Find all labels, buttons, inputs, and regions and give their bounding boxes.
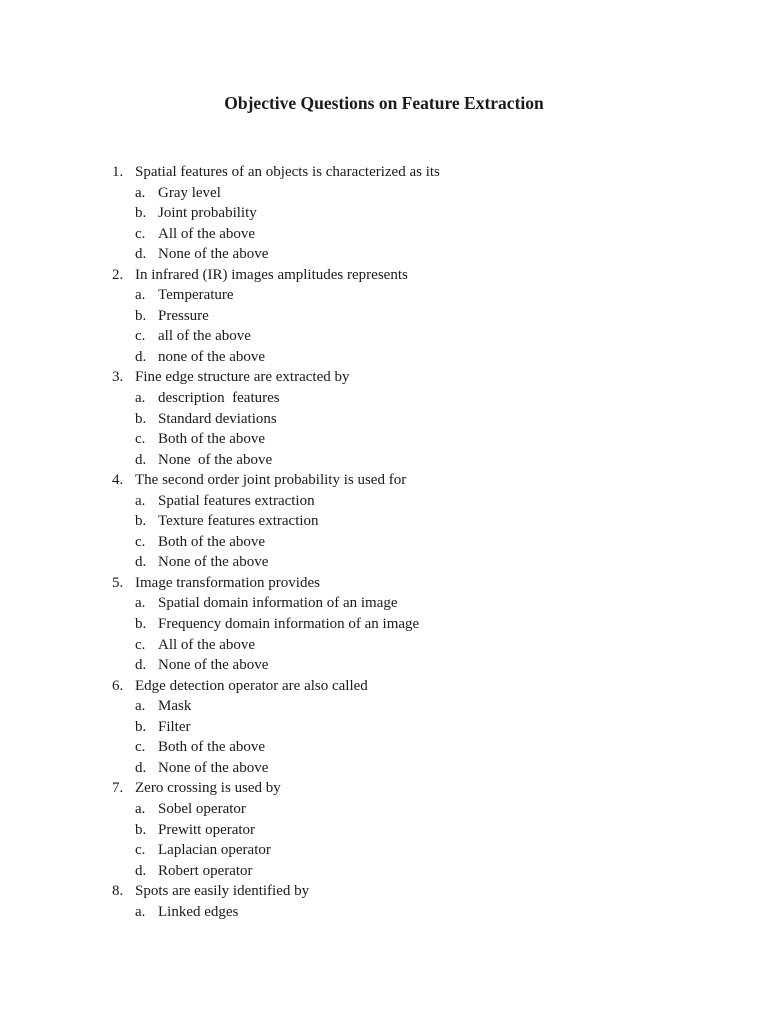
option-item [112,614,732,635]
option-letter: a. [135,492,146,509]
question-stem [112,573,732,594]
option-text: Robert operator [158,862,253,879]
option-item [112,758,732,779]
option-item [112,450,732,471]
option-letter: a. [135,390,146,407]
option-letter: b. [135,821,147,838]
option-item [112,593,732,614]
option-item [112,840,732,861]
option-item [112,183,732,204]
option-text: None of the above [158,451,273,468]
option-item [112,285,732,306]
option-item [112,696,732,717]
option-letter: d. [135,657,147,674]
question-number: 1. [112,164,124,180]
question-number: 3. [112,369,124,386]
option-letter: c. [135,842,146,859]
option-item [112,717,732,738]
option-text: Prewitt operator [158,821,256,838]
option-item [112,655,732,676]
option-letter: c. [135,431,146,448]
option-text: All of the above [158,636,256,653]
option-item [112,737,732,758]
option-text: Standard deviations [158,410,277,427]
option-text: Both of the above [158,533,266,550]
question-stem [112,881,732,902]
option-letter: d. [135,759,147,776]
question-stem [112,778,732,799]
option-item [112,203,732,224]
option-text: Mask [158,698,192,715]
option-text: Linked edges [158,903,239,920]
option-text: Spatial domain information of an image [158,595,398,612]
option-letter: a. [135,698,146,715]
question-item [112,367,732,470]
question-text: Zero crossing is used by [135,780,281,797]
option-item [112,820,732,841]
question-item [112,676,732,779]
question-text: Image transformation provides [135,574,320,591]
option-text: Temperature [158,287,234,304]
question-stem [112,367,732,388]
option-letter: a. [135,184,146,201]
option-text: Frequency domain information of an image [158,616,420,633]
option-text: Gray level [158,184,221,201]
question-number: 6. [112,677,124,694]
option-item [112,326,732,347]
option-text: all of the above [158,328,251,345]
question-stem [112,676,732,697]
option-item [112,347,732,368]
option-letter: a. [135,595,146,612]
option-letter: c. [135,225,146,242]
option-item [112,224,732,245]
option-letter: c. [135,533,146,550]
option-letter: d. [135,451,147,468]
option-text: None of the above [158,246,269,263]
question-number: 8. [112,883,124,900]
option-letter: b. [135,205,147,222]
question-item [112,778,732,881]
question-stem [112,470,732,491]
option-letter: d. [135,862,147,879]
option-item [112,491,732,512]
question-stem [112,162,732,183]
option-text: Both of the above [158,739,266,756]
question-number: 2. [112,266,124,283]
option-text: Both of the above [158,431,266,448]
option-item [112,861,732,882]
question-item [112,573,732,676]
option-letter: b. [135,410,147,427]
option-text: All of the above [158,225,256,242]
question-number: 5. [112,574,124,591]
option-letter: c. [135,636,146,653]
option-letter: d. [135,246,147,263]
option-text: Laplacian operator [158,842,271,859]
option-text: description features [158,390,280,407]
question-text: Spatial features of an objects is characterized as its [135,164,440,180]
option-letter: a. [135,903,146,920]
question-list [112,162,732,922]
option-item [112,902,732,923]
question-stem [112,265,732,286]
question-text: In infrared (IR) images amplitudes represents [135,266,408,283]
option-letter: d. [135,348,147,365]
question-text: Spots are easily identified by [135,883,310,900]
option-letter: d. [135,554,147,571]
option-text: None of the above [158,657,269,674]
option-letter: a. [135,287,146,304]
question-text: Fine edge structure are extracted by [135,369,350,386]
option-item [112,429,732,450]
option-item [112,409,732,430]
option-letter: c. [135,328,146,345]
option-item [112,244,732,265]
option-letter: b. [135,513,147,530]
option-letter: a. [135,800,146,817]
option-text: Texture features extraction [158,513,319,530]
option-letter: b. [135,718,147,735]
option-text: Sobel operator [158,800,246,817]
option-text: Pressure [158,307,209,324]
option-text: Joint probability [158,205,257,222]
question-item [112,162,732,265]
option-item [112,635,732,656]
option-text: Filter [158,718,191,735]
question-number: 7. [112,780,124,797]
option-text: None of the above [158,554,269,571]
option-item [112,306,732,327]
option-item [112,799,732,820]
option-text: none of the above [158,348,266,365]
option-letter: b. [135,616,147,633]
question-number: 4. [112,472,124,489]
question-text: Edge detection operator are also called [135,677,368,694]
document-title: Objective Questions on Feature Extraction [224,93,544,113]
question-item [112,265,732,368]
question-text: The second order joint probability is used for [135,472,407,489]
question-item [112,470,732,573]
option-text: Spatial features extraction [158,492,315,509]
option-letter: c. [135,739,146,756]
option-item [112,552,732,573]
option-letter: b. [135,307,147,324]
option-text: None of the above [158,759,269,776]
option-item [112,532,732,553]
option-item [112,388,732,409]
question-item [112,881,732,922]
option-item [112,511,732,532]
